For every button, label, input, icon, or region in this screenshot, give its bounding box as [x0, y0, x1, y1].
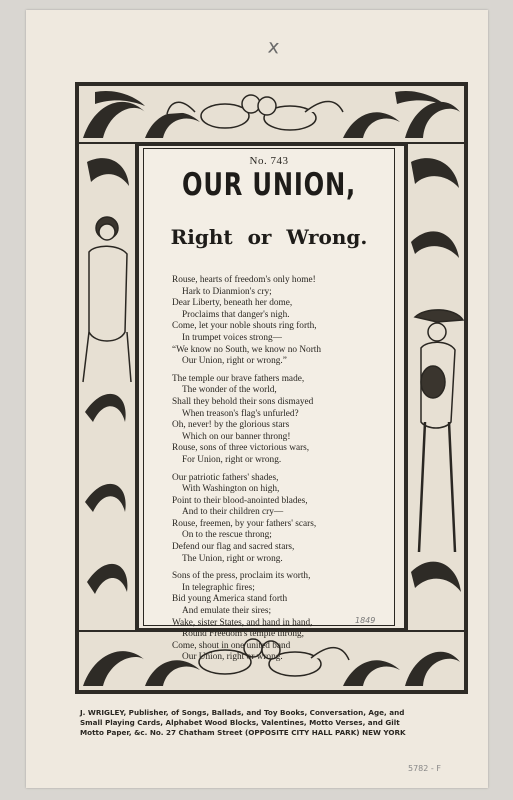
stanza-3: [172, 473, 382, 566]
pencil-mark: x: [266, 35, 281, 59]
lyric-line: With Washington on high,: [182, 484, 280, 495]
lyric-line: Our Union, right or wrong.: [182, 652, 283, 663]
publisher-imprint: [80, 708, 466, 738]
lyric-line: Come, let your noble shouts ring forth,: [172, 321, 317, 332]
imprint-line: Motto Paper, &c. No. 27 Chatham Street (OPPOSITE CITY HALL PARK) NEW YORK: [80, 728, 406, 737]
pencil-date: 1849: [355, 616, 376, 625]
lyric-line: Rouse, freemen, by your fathers' scars,: [172, 518, 317, 529]
lyric-line: The temple our brave fathers made,: [172, 373, 305, 384]
lyric-line: Come, shout in one united band: [172, 640, 291, 651]
imprint-line: J. WRIGLEY, Publisher, of Songs, Ballads, and Toy Books, Conversation, Age, and: [80, 708, 405, 717]
lyric-line: Sons of the press, proclaim its worth,: [172, 571, 311, 582]
lyric-line: Our patriotic fathers' shades,: [172, 472, 279, 483]
song-subtitle: Right or Wrong.: [170, 225, 368, 249]
lyric-line: In telegraphic fires;: [182, 582, 255, 593]
lyrics: [172, 275, 382, 670]
lyric-line: And emulate their sires;: [182, 606, 272, 617]
lyric-line: Round Freedom's temple throng,: [182, 629, 305, 640]
lyric-line: Oh, never! by the glorious stars: [172, 420, 290, 431]
lyric-line: Hark to Dianmion's cry;: [182, 286, 272, 297]
lyric-line: In trumpet voices strong—: [182, 332, 282, 343]
lyric-line: Point to their blood-anointed blades,: [172, 495, 308, 506]
song-panel: [143, 148, 395, 663]
lyric-line: The Union, right or wrong.: [182, 553, 283, 564]
imprint-line: Small Playing Cards, Alphabet Wood Blocks, Valentines, Motto Verses, and Gilt: [80, 718, 400, 727]
lyric-line: When treason's flag's unfurled?: [182, 408, 299, 419]
song-title: OUR UNION,: [182, 167, 356, 203]
lyric-line: Shall they behold their sons dismayed: [172, 396, 314, 407]
stanza-4: [172, 571, 382, 664]
lyric-line: Rouse, sons of three victorious wars,: [172, 443, 310, 454]
lyric-line: “We know no South, we know no North: [172, 344, 322, 355]
lyric-line: Proclaims that danger's nigh.: [182, 309, 290, 320]
lyric-line: And to their children cry—: [182, 507, 284, 518]
lyric-line: On to the rescue throng;: [182, 530, 272, 541]
lyric-line: Which on our banner throng!: [182, 431, 291, 442]
lyric-line: The wonder of the world,: [182, 385, 277, 396]
lyric-line: Our Union, right or wrong.”: [182, 356, 287, 367]
lyric-line: Wake, sister States, and hand in hand,: [172, 617, 313, 628]
lyric-line: Dear Liberty, beneath her dome,: [172, 298, 293, 309]
lyric-line: Rouse, hearts of freedom's only home!: [172, 275, 316, 285]
lyric-line: Defend our flag and sacred stars,: [172, 542, 295, 553]
catalog-number: 5782 - F: [408, 764, 441, 773]
song-number: No. 743: [249, 155, 289, 167]
lyric-line: For Union, right or wrong.: [182, 454, 282, 465]
stanza-2: [172, 374, 382, 467]
stanza-1: [172, 275, 382, 368]
lyric-line: Bid young America stand forth: [172, 594, 288, 605]
